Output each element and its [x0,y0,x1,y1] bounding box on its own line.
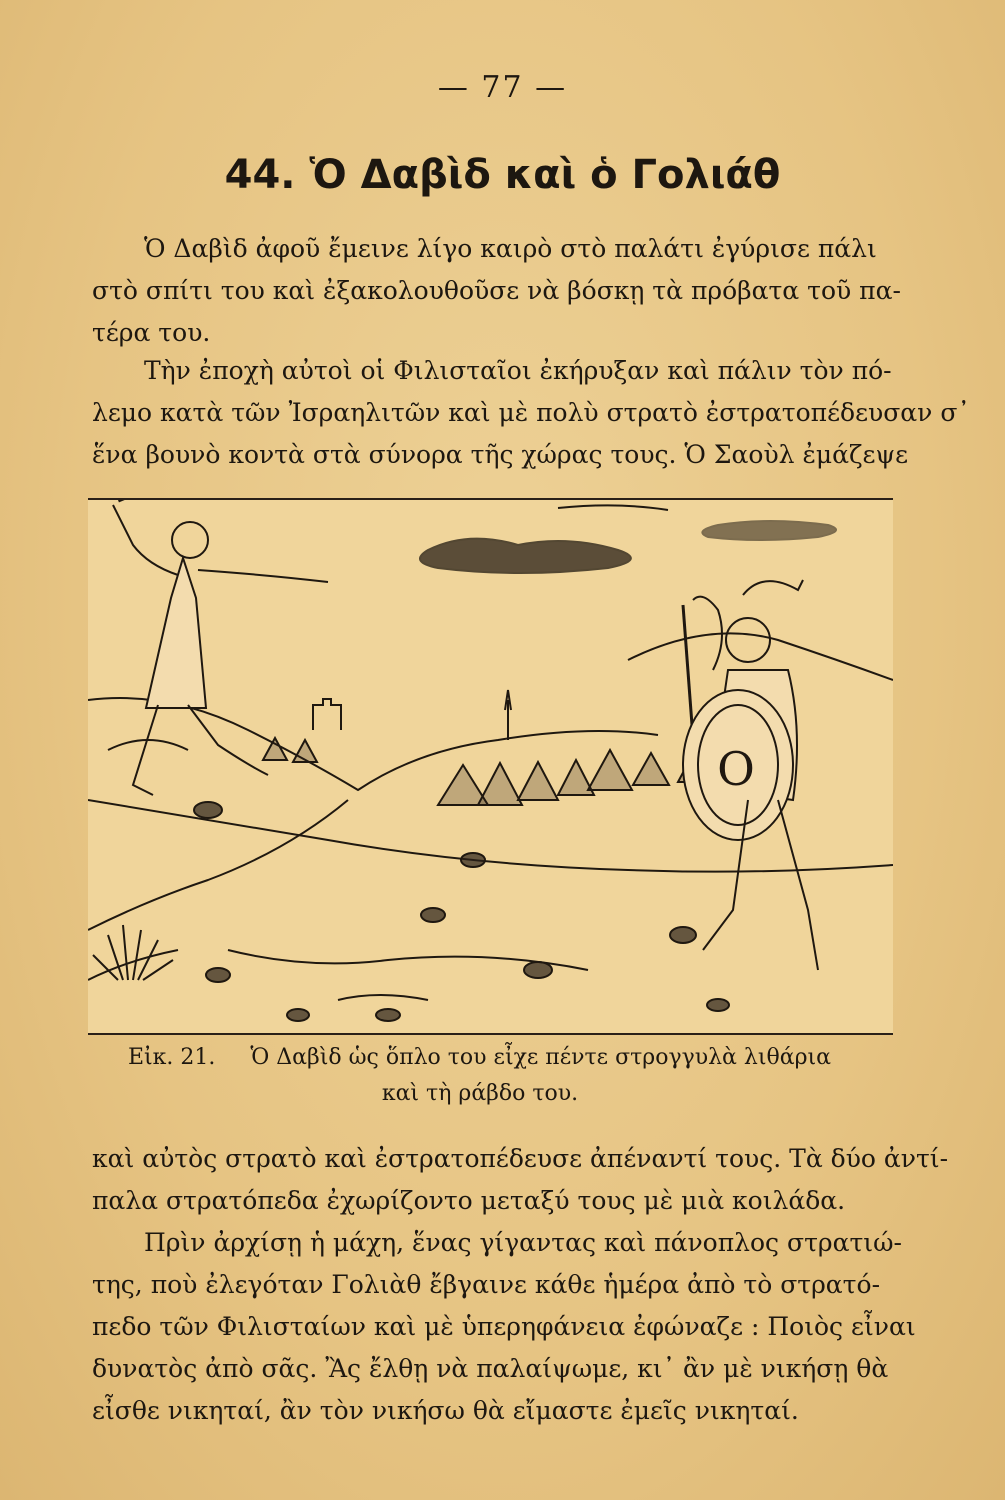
woodcut-illustration [88,500,893,1033]
ground [88,800,588,1000]
david-figure [113,500,328,795]
cloud-shapes [420,505,836,573]
text-line: τέρα του. [92,318,211,347]
text-line: ἕνα βουνὸ κοντὰ στὰ σύνορα τῆς χώρας τους. Ὁ Σαοὺλ ἐμάζεψε [92,440,909,469]
text-line: Ὁ Δαβὶδ ἀφοῦ ἔμεινε λίγο καιρὸ στὸ παλάτι ἐγύρισε πάλι [144,234,877,263]
shield-letter: Ο [717,742,755,796]
text-line: εἶσθε νικηταί, ἂν τὸν νικήσω θὰ εἴμαστε ἐμεῖς νικηταί. [92,1396,799,1425]
paragraph-3 [92,1138,949,1222]
text-line: Πρὶν ἀρχίσῃ ἡ μάχη, ἕνας γίγαντας καὶ πάνοπλος στρατιώ- [144,1228,902,1257]
text-line: λεμο κατὰ τῶν Ἰσραηλιτῶν καὶ μὲ πολὺ στρατὸ ἐστρατοπέδευσαν σ᾿ [92,398,970,427]
paragraph-1 [92,228,901,354]
text-line: παλα στρατόπεδα ἐχωρίζοντο μεταξύ τους μὲ μιὰ κοιλάδα. [92,1186,846,1215]
chapter-title: 44. Ὁ Δαβὶδ καὶ ὁ Γολιάθ [224,152,781,198]
camp-tents [263,738,710,805]
paragraph-4 [92,1222,916,1432]
castle-ruin [313,690,511,740]
caption-text-1: Ὁ Δαβὶδ ὡς ὅπλο του εἶχε πέντε στρογγυλὰ λιθάρια [250,1045,831,1070]
paragraph-2 [92,350,970,476]
rocks [194,802,729,1021]
text-line: στὸ σπίτι του καὶ ἐξακολουθοῦσε νὰ βόσκῃ τὰ πρόβατα τοῦ πα- [92,276,901,305]
text-line: της, ποὺ ἐλεγόταν Γολιὰθ ἔβγαινε κάθε ἡμέρα ἀπὸ τὸ στρατό- [92,1270,881,1299]
text-line: πεδο τῶν Φιλισταίων καὶ μὲ ὑπερηφάνεια ἐφώναζε : Ποιὸς εἶναι [92,1312,916,1341]
text-line: Τὴν ἐποχὴ αὐτοὶ οἱ Φιλισταῖοι ἐκήρυξαν καὶ πάλιν τὸν πό- [144,356,892,385]
text-line: δυνατὸς ἀπὸ σᾶς. Ἂς ἔλθῃ νὰ παλαίψωμε, κι᾿ ἂν μὲ νικήσῃ θὰ [92,1354,889,1383]
illustration-david-goliath [88,498,893,1035]
caption-line-1 [128,1040,831,1076]
page-number: — 77 — [437,70,568,105]
text-line: καὶ αὐτὸς στρατὸ καὶ ἐστρατοπέδευσε ἀπέναντί τους. Τὰ δύο ἀντί- [92,1144,949,1173]
caption-text-2: καὶ τὴ ράβδο του. [381,1081,579,1106]
caption-label: Εἰκ. 21. [128,1045,216,1070]
